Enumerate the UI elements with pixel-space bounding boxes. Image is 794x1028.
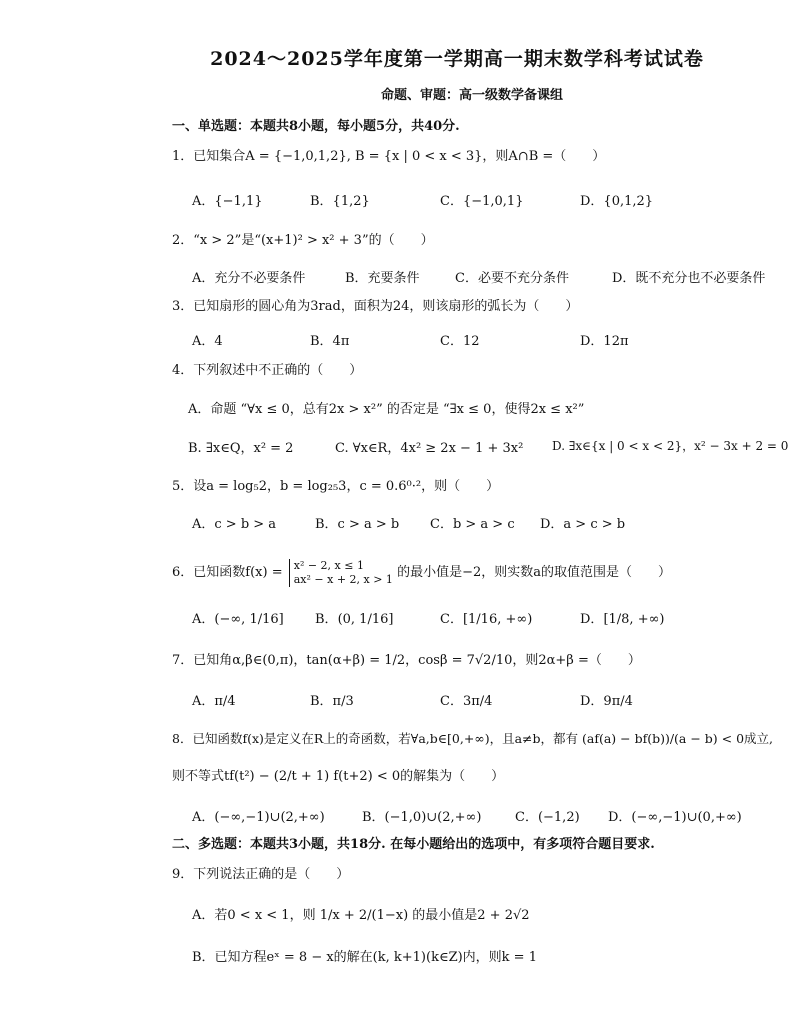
q6-stem-pre: 6．已知函数f(x) =	[172, 565, 283, 580]
q1-option-c: C．{−1,0,1}	[440, 194, 524, 209]
q6-option-d-value: [1/8, +∞)	[603, 612, 665, 627]
q1-option-d: D．{0,1,2}	[580, 194, 654, 209]
q4-option-c: C. ∀x∈R，4x² ≥ 2x − 1 + 3x²	[335, 441, 524, 456]
q7-stem: 7．已知角α,β∈(0,π)，tan(α+β) = 1/2，cosβ = 7√2/10，则2α+β =（ ）	[172, 653, 641, 668]
q5-stem: 5．设a = log₅2，b = log₂₅3，c = 0.6⁰·²，则（ ）	[172, 479, 500, 494]
q3-option-c: C．12	[440, 334, 480, 349]
q6-option-d	[580, 608, 665, 627]
q6-option-b-label: B．	[315, 612, 338, 627]
q6-option-b	[315, 608, 393, 627]
q4-stem: 4．下列叙述中不正确的（ ）	[172, 363, 363, 378]
q7-option-b: B．π/3	[310, 694, 354, 709]
q6-piecewise	[289, 559, 393, 587]
q5-option-d: D．a > c > b	[540, 517, 626, 532]
q7-option-c: C．3π/4	[440, 694, 493, 709]
q8-option-a: A．(−∞,−1)∪(2,+∞)	[192, 810, 325, 825]
q7-option-a: A．π/4	[192, 694, 236, 709]
q6-stem	[172, 556, 671, 590]
q8-option-b: B．(−1,0)∪(2,+∞)	[362, 810, 482, 825]
q2-option-c: C．必要不充分条件	[455, 271, 569, 286]
q1-option-b: B．{1,2}	[310, 194, 370, 209]
q6-stem-post: 的最小值是−2，则实数a的取值范围是（ ）	[397, 565, 671, 580]
section1-heading: 一、单选题：本题共8小题，每小题5分，共40分.	[172, 119, 460, 134]
section2-heading: 二、多选题：本题共3小题，共18分. 在每小题给出的选项中，有多项符合题目要求.	[172, 837, 655, 852]
q3-option-d: D．12π	[580, 334, 629, 349]
q6-piece-1: x² − 2, x ≤ 1	[293, 558, 364, 572]
q6-option-c-value: [1/16, +∞)	[462, 612, 533, 627]
q7-option-d: D．9π/4	[580, 694, 633, 709]
q4-option-b: B. ∃x∈Q，x² = 2	[188, 441, 294, 456]
q2-option-a: A．充分不必要条件	[192, 271, 306, 286]
exam-title: 2024～2025学年度第一学期高一期末数学科考试试卷	[210, 48, 704, 70]
q1-option-a: A．{−1,1}	[192, 194, 263, 209]
q9-option-b: B．已知方程eˣ = 8 − x的解在(k, k+1)(k∈Z)内，则k = 1	[192, 950, 537, 965]
q1-stem: 1．已知集合A = {−1,0,1,2}, B = {x | 0 < x < 3}，则A∩B =（ ）	[172, 149, 606, 164]
q5-option-a: A．c > b > a	[192, 517, 277, 532]
q6-option-d-label: D．	[580, 612, 604, 627]
q9-option-a: A．若0 < x < 1，则 1/x + 2/(1−x) 的最小值是2 + 2√2	[192, 908, 530, 923]
q2-option-d: D．既不充分也不必要条件	[612, 271, 766, 286]
q4-option-a: A．命题 “∀x ≤ 0，总有2x > x²” 的否定是 “∃x ≤ 0，使得2x ≤ x²”	[188, 402, 585, 417]
q5-option-c: C．b > a > c	[430, 517, 515, 532]
q6-option-c	[440, 608, 532, 627]
q8-option-d: D．(−∞,−1)∪(0,+∞)	[608, 810, 742, 825]
q6-option-c-label: C．	[440, 612, 463, 627]
q8-option-c: C．(−1,2)	[515, 810, 580, 825]
q6-option-b-value: (0, 1/16]	[337, 612, 394, 627]
q5-option-b: B．c > a > b	[315, 517, 400, 532]
q3-option-a: A．4	[192, 334, 223, 349]
exam-subtitle: 命题、审题：高一级数学备课组	[380, 88, 563, 103]
q6-option-a	[192, 608, 284, 627]
q9-stem: 9．下列说法正确的是（ ）	[172, 867, 350, 882]
q6-option-a-value: (−∞, 1/16]	[214, 612, 284, 627]
q6-piece-2: ax² − x + 2, x > 1	[293, 572, 393, 586]
q3-stem: 3．已知扇形的圆心角为3rad，面积为24，则该扇形的弧长为（ ）	[172, 299, 579, 314]
q8-stem-line2: 则不等式tf(t²) − (2/t + 1) f(t+2) < 0的解集为（ ）	[172, 769, 505, 784]
q3-option-b: B．4π	[310, 334, 350, 349]
q2-stem: 2．“x > 2”是“(x+1)² > x² + 3”的（ ）	[172, 233, 434, 248]
q6-option-a-label: A．	[192, 612, 215, 627]
q2-option-b: B．充要条件	[345, 271, 420, 286]
q4-option-d: D. ∃x∈{x | 0 < x < 2}，x² − 3x + 2 = 0	[552, 439, 789, 453]
q8-stem-line1: 8．已知函数f(x)是定义在R上的奇函数，若∀a,b∈[0,+∞)，且a≠b，都有 (af(a) − bf(b))/(a − b) < 0成立,	[172, 731, 774, 746]
